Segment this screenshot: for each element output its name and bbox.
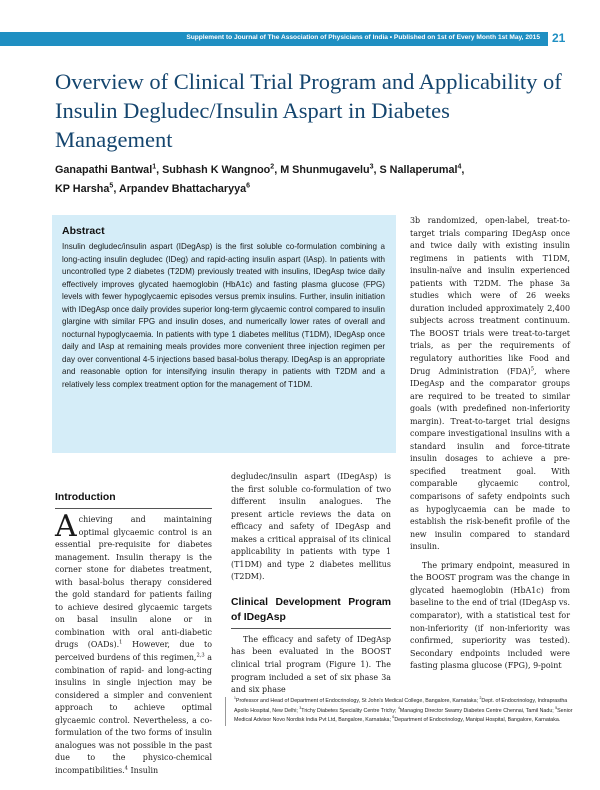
author: S Nallaperumal$^4$ — [379, 163, 462, 176]
affiliation-footnote: $^1$Professor and Head of Department of Endocrinology, St John's Medical College, Bangalore, Karnataka; $^2$Dept. of Endocrinology, Indraprastha Apollo Hospital, New Delhi; $^3$Trichy Diabetes Speciality Centre Trichy; $^4$Managing Director Swamy Diabetes Centre Chennai, Tamil Nadu; $^5$Senior Medical Advisor Novo Nordisk India Pvt Ltd, Bangalore, Karnataka; $^6$Department of Endocrinology, Manipal Hospital, Bangalore, Karnataka. — [225, 697, 574, 726]
clinical-development-paragraph: The efficacy and safety of IDegAsp has been evaluated in the BOOST clinical trial program (Figure 1). The program included a set of six phase 3a and six phase — [231, 634, 391, 695]
column-left — [55, 490, 212, 777]
author: KP Harsha$^5$ — [55, 182, 114, 195]
column-middle — [231, 471, 391, 697]
clinical-development-heading: Clinical Development Program of IDegAsp — [231, 595, 391, 629]
abstract-box — [52, 215, 396, 453]
introduction-heading: Introduction — [55, 490, 212, 509]
author: Ganapathi Bantwal$^1$ — [55, 163, 157, 176]
introduction-paragraph: Achieving and maintaining optimal glycaemic control is an essential pre-requisite for diabetes management. Insulin therapy is the corner stone for diabetes treatment, with basal-bolus therapy considered the gold standard for patients failing to achieve desired glycaemic targets on basal insulin alone or in combination with oral anti-diabetic drugs (OADs).$^1$ However, due to perceived burdens of this regimen,$^{2,3}$ a combination of rapid- and long-acting insulins in single injection may be considered a simpler and convenient approach to achieve optimal glycaemic control. Nevertheless, a co-formulation of the two forms of insulin analogues was not possible in the past due to the physico-chemical incompatibilities.$^4$ Insulin — [55, 509, 213, 775]
abstract-heading: Abstract — [62, 225, 105, 237]
drop-cap: A — [55, 509, 77, 544]
boost-trials-paragraph: 3b randomized, open-label, treat-to-target trials comparing IDegAsp once and twice daily with existing insulin regimens in patients with T1DM, insulin-naïve and insulin experienced patients with T2DM. The phase 3a studies which were of 26 weeks duration included approximately 2,400 subjects across treatment continuum. The BOOST trials were treat-to-target trials, as per the requirements of regulatory authorities like Food and Drug Administration (FDA)$^5$, where IDegAsp and the comparator groups are required to be treated to similar goals (with predefined non-inferiority margin). Treat-to-target trial designs compare investigational insulins with a standard insulin and force-titrate insulin dosages to achieve a pre-specified treatment goal. With comparable glycaemic control, comparisons of safety endpoints such as hypoglycaemia can be made to establish the risk-benefit profile of the new insulin compared to standard insulin. — [410, 216, 570, 552]
author: M Shunmugavelu$^3$ — [280, 163, 374, 176]
introduction-paragraph-continued: degludec/insulin aspart (IDegAsp) is the first soluble co-formulation of two different insulin analogues. The present article reviews the data on efficacy and safety of IDegAsp and makes a critical appraisal of its clinical applicability in patients with type 1 (T1DM) and type 2 diabetes mellitus (T2DM). — [231, 472, 391, 582]
author-list: Ganapathi Bantwal$^1$, Subhash K Wangnoo$^2$, M Shunmugavelu$^3$, S Nallaperumal$^4$, KP Harsha$^5$, Arpandev Bhattacharyya$^6$ — [55, 163, 465, 195]
author: Subhash K Wangnoo$^2$ — [162, 163, 275, 176]
abstract-text: Insulin degludec/insulin aspart (IDegAsp) is the first soluble co-formulation combining a long-acting insulin degludec (IDeg) and rapid-acting insulin aspart (IAsp). In patients with uncontrolled type 2 diabetes (T2DM) previously treated with insulins, IDegAsp twice daily effectively improves glycated haemoglobin (HbA1c) and fasting plasma glucose (FPG) levels with fewer hypoglycaemic episodes versus premix insulins. Further, insulin initiation with IDegAsp once daily provides superior long-term glycaemic control compared to insulin glargine with similar FPG and insulin doses, and numerically lower rates of overall and nocturnal hypoglycaemia. In patients with type 1 diabetes mellitus (T1DM), IDegAsp once daily and IAsp at remaining meals provides more convenient three injection regimen per day over conventional 4-5 injections based basal-bolus therapy. IDegAsp is an appropriate and reasonable option for intensifying insulin therapy in patients with T2DM and a relatively less complex treatment option for the management of T1DM. — [62, 242, 385, 390]
page-number: 21 — [552, 31, 566, 45]
article-title: Overview of Clinical Trial Program and Applicability of Insulin Degludec/Insulin Aspart in Diabetes Management — [55, 69, 562, 152]
journal-header-text: Supplement to Journal of The Association of Physicians of India • Published on 1st of Every Month 1st May, 2015 — [186, 34, 540, 41]
author: Arpandev Bhattacharyya$^6$ — [118, 182, 251, 195]
primary-endpoint-paragraph: The primary endpoint, measured in the BOOST program was the change in glycated haemoglobin (HbA1c) from baseline to the end of trial (IDegAsp vs. comparator), with a statistical test for non-inferiority (if non-inferiority was confirmed, superiority was tested). Secondary endpoints included were fasting plasma glucose (FPG), 9-point — [410, 560, 570, 671]
column-right — [410, 215, 570, 673]
